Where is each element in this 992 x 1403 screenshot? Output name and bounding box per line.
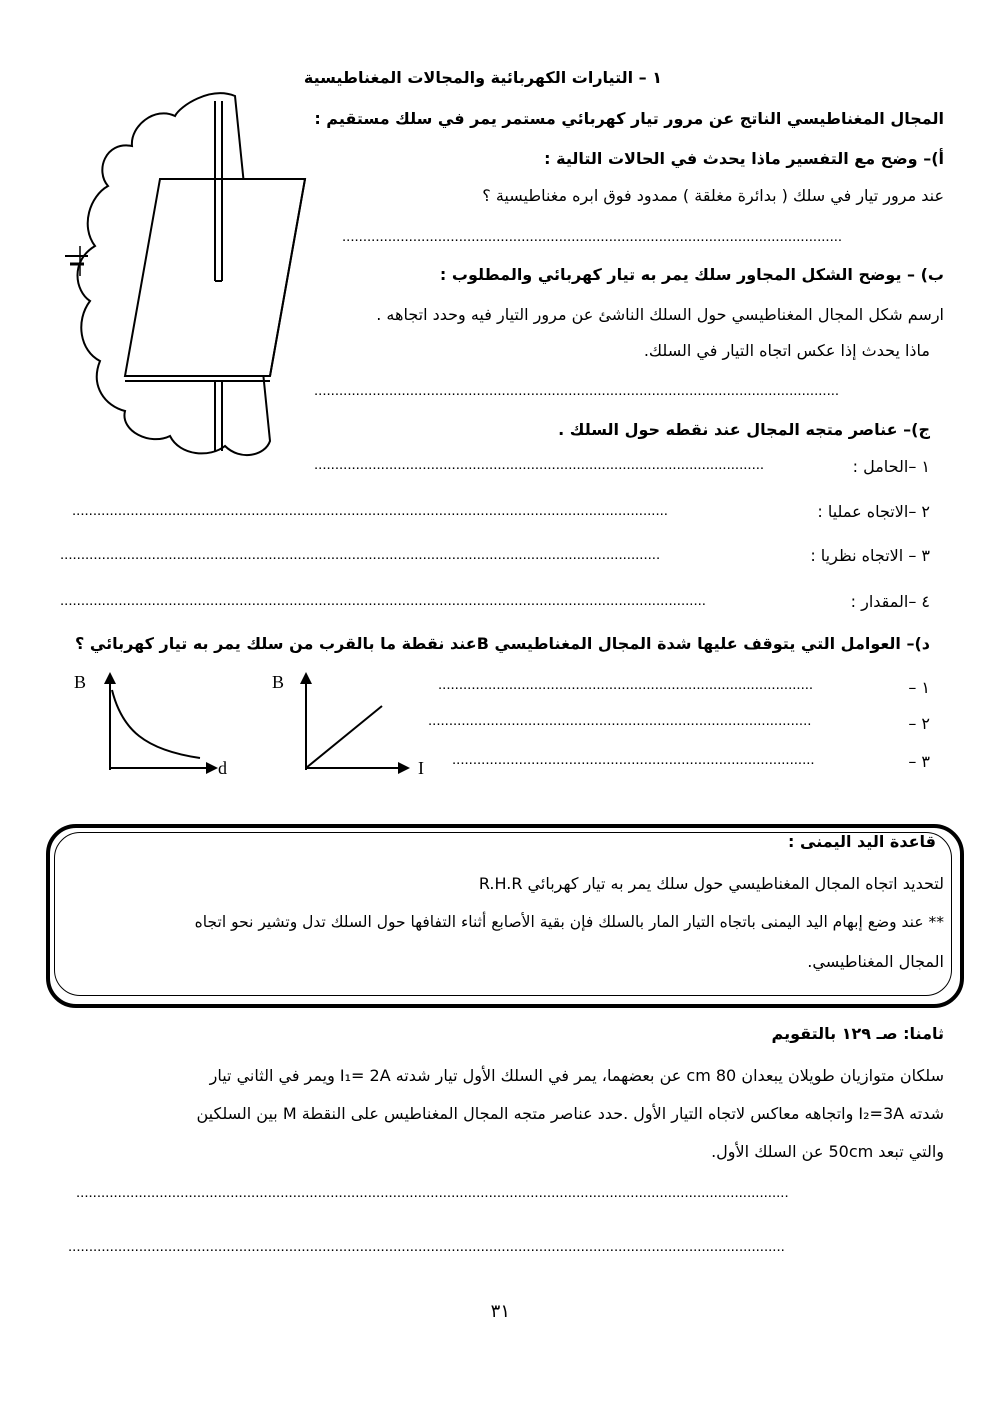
answer-line: ................................................................................................................................................ <box>60 546 661 563</box>
section8-line3: والتي تبعد 50cm عن السلك الأول. <box>711 1142 944 1161</box>
part-d-item-1: ١ – <box>908 678 930 697</box>
part-c-title: ج)– عناصر متجه المجال عند نقطه حول السلك . <box>558 420 930 439</box>
answer-line: ........................................................................................................................................................... <box>60 592 706 609</box>
rule-line1: لتحديد اتجاه المجال المغناطيسي حول سلك يمر به تيار كهربائي R.H.R <box>478 874 944 893</box>
answer-line: ............................................................................................................................................... <box>72 502 668 519</box>
part-b-line1: ارسم شكل المجال المغناطيسي حول السلك الناشئ عن مرور التيار فيه وحدد اتجاهه . <box>376 305 944 324</box>
part-d-title: د)– العوامل التي يتوقف عليها شدة المجال المغناطيسي Bعند نقطة ما بالقرب من سلك يمر به تيار كهربائي ؟ <box>75 634 930 653</box>
wire-board-diagram <box>60 86 310 466</box>
part-c-item-3: ٣ – الاتجاه نظريا : <box>810 546 930 565</box>
part-c-item-2: ٢ –الاتجاه عمليا : <box>817 502 930 521</box>
part-b-title: ب) – يوضح الشكل المجاور سلك يمر به تيار كهربائي والمطلوب : <box>439 265 944 284</box>
part-d-item-2: ٢ – <box>908 714 930 733</box>
graph2-y-label: B <box>272 672 285 692</box>
rule-line2: ** عند وضع إبهام اليد اليمنى باتجاه التيار المار بالسلك فإن بقية الأصابع أثناء التفافها حول السلك تدل وتشير نحو اتجاه <box>194 913 944 931</box>
answer-line: ............................................................................................ <box>428 712 812 729</box>
part-c-item-4: ٤ –المقدار : <box>850 592 930 611</box>
part-c-item-1: ١ –الحامل : <box>852 457 930 476</box>
graph2-x-label: I <box>418 758 424 778</box>
part-b-line2: ماذا يحدث إذا عكس اتجاه التيار في السلك. <box>643 341 930 360</box>
part-a-title: أ)– وضح مع التفسير ماذا يحدث في الحالات التالية : <box>544 149 944 168</box>
answer-line: ........................................................................................................................................................................... <box>76 1184 789 1201</box>
section8-title: ثامنا: صـ ١٢٩ بالتقويم <box>771 1024 944 1043</box>
part-d-item-3: ٣ – <box>908 752 930 771</box>
rule-title: قاعدة اليد اليمنى : <box>788 832 936 851</box>
section8-line1: سلكان متوازيان طويلان يبعدان 80 cm عن بعضهما، يمر في السلك الأول تيار شدته I₁= 2A ويمر في الثاني تيار <box>209 1066 944 1085</box>
graph1-x-label: d <box>218 758 227 778</box>
graph-b-vs-i <box>296 670 426 780</box>
answer-line: .............................................................................................................................. <box>314 382 840 399</box>
answer-line: .......................................................................................... <box>438 676 814 693</box>
section-heading: ١ – التيارات الكهربائية والمجالات المغناطيسية <box>303 68 662 87</box>
answer-line: ....................................................................................... <box>452 751 815 768</box>
answer-line: ............................................................................................................................................................................ <box>68 1238 785 1255</box>
section-subheading: المجال المغناطيسي الناتج عن مرور تيار كهربائي مستمر يمر في سلك مستقيم : <box>314 109 944 128</box>
rule-line3: المجال المغناطيسي. <box>807 952 944 971</box>
part-a-text: عند مرور تيار في سلك ( بدائرة مغلقة ) ممدود فوق ابره مغناطيسية ؟ <box>482 186 944 205</box>
answer-line: ............................................................................................................ <box>314 456 765 473</box>
graph1-y-label: B <box>74 672 87 692</box>
page-number: ٣١ <box>490 1301 510 1322</box>
section8-line2: شدته I₂=3A واتجاهه معاكس لاتجاه التيار الأول .حدد عناصر متجه المجال المغناطيس على النقطة M بين السلكين <box>196 1104 944 1123</box>
answer-line: ........................................................................................................................ <box>342 228 843 245</box>
